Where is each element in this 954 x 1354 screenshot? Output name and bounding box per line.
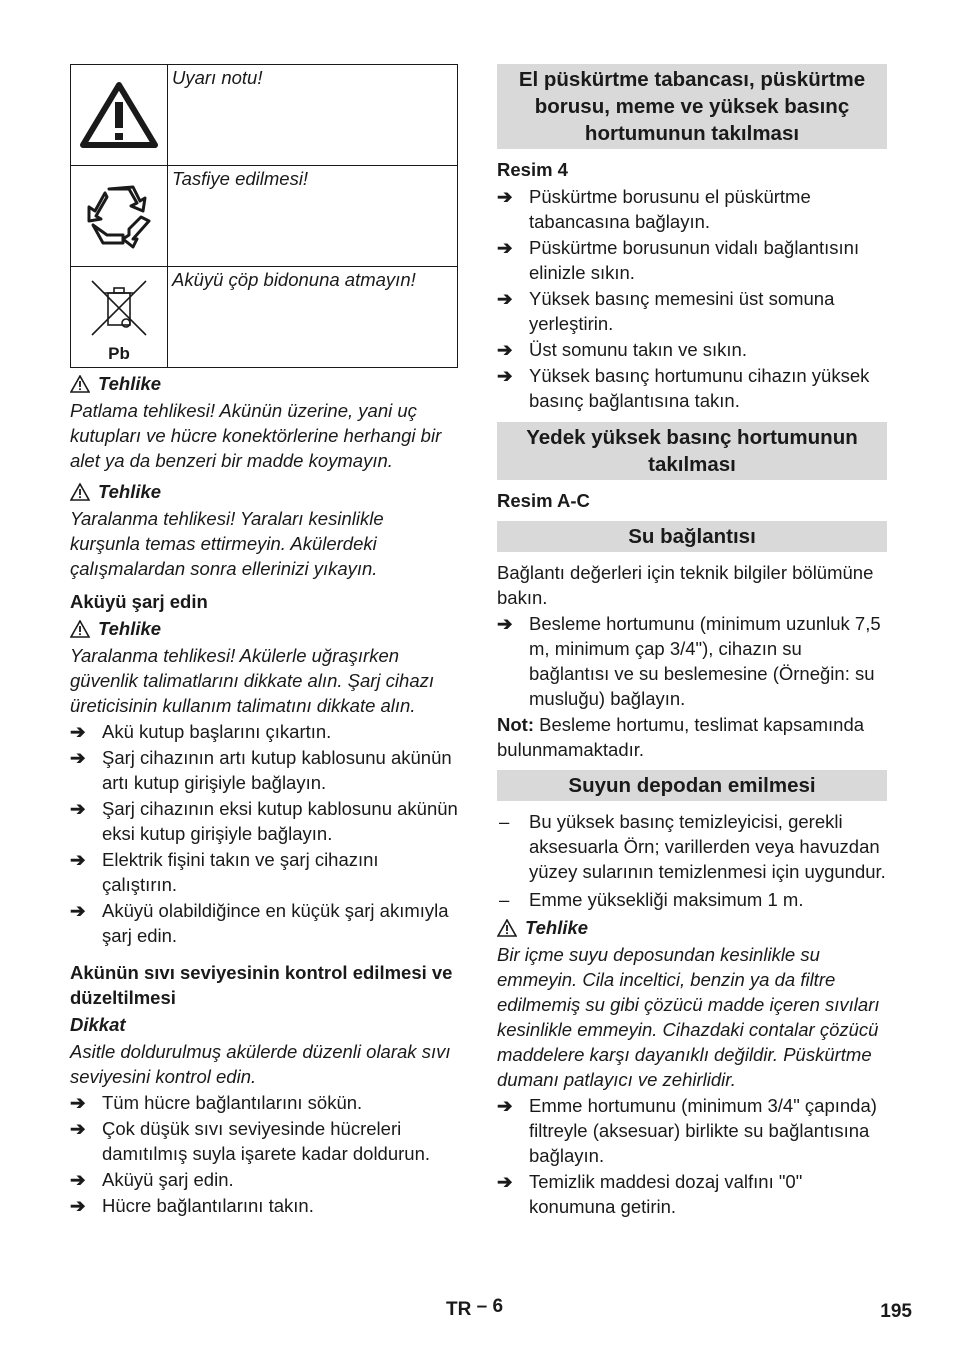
note-text: Besleme hortumu, teslimat kapsamında bulunmamaktadır. [497,714,865,760]
arrow-icon: ➔ [497,1095,513,1116]
symbol-text: Aküyü çöp bidonuna atmayın! [168,267,458,368]
footer-lang: TR [446,1299,472,1320]
level-steps [70,1090,458,1218]
arrow-icon: ➔ [497,186,513,207]
arrow-icon: ➔ [70,1118,86,1139]
danger-text: Yaralanma tehlikesi! Akülerle uğraşırken güvenlik talimatlarını dikkate alın. Şarj cihazı üreticisinin kullanım talimatını dikkate alın. [70,645,435,716]
warning-triangle-icon [71,65,167,165]
section-heading: Yedek yüksek basınç hortumunun takılması [497,422,887,480]
danger-heading: Tehlike [497,915,887,940]
section1-steps [497,184,887,413]
arrow-icon: ➔ [70,721,86,742]
list-item: ➔ Besleme hortumunu (minimum uzunluk 7,5 m, minimum çap 3/4"), cihazın su bağlantısı ve su beslemesine (Örneğin: su musluğu) bağlayın. [497,613,881,709]
arrow-icon: ➔ [497,237,513,258]
list-item: – Emme yüksekliği maksimum 1 m. [499,889,804,910]
symbol-table [70,64,458,368]
pb-label: Pb [108,344,130,363]
list-item: ➔ Aküyü olabildiğince en küçük şarj akımıyla şarj edin. [70,900,449,946]
arrow-icon: ➔ [497,613,513,634]
arrow-icon: ➔ [70,1092,86,1113]
charge-heading: Aküyü şarj edin [70,591,208,612]
danger-text: Yaralanma tehlikesi! Yaraları kesinlikle kurşunla temas ettirmeyin. Akülerdeki çalışmalardan sonra ellerinizi yıkayın. [70,508,384,579]
warning-small-icon [70,620,90,638]
section-intro: Bağlantı değerleri için teknik bilgiler bölümüne bakın. [497,562,874,608]
note [497,712,887,762]
left-column [70,64,458,1219]
danger-heading: Tehlike [70,479,458,504]
list-item: ➔ Püskürtme borusunun vidalı bağlantısını elinizle sıkın. [497,237,860,283]
right-column [497,64,887,1220]
list-item: ➔ Temizlik maddesi dozaj valfını "0" konumuna getirin. [497,1171,803,1217]
warning-small-icon [70,483,90,501]
danger-heading: Tehlike [70,371,458,396]
list-item: ➔ Çok düşük sıvı seviyesinde hücreleri damıtılmış suyla işarete kadar doldurun. [70,1118,431,1164]
list-item: ➔ Emme hortumunu (minimum 3/4" çapında) filtreyle (aksesuar) birlikte su bağlantısına bağlayın. [497,1095,877,1166]
footer-subpage: – 6 [476,1296,504,1317]
list-item: – Bu yüksek basınç temizleyicisi, gerekli aksesuarla Örn; varillerden veya havuzdan yüzey sularının temizlenmesi için uygundur. [499,811,886,882]
arrow-icon: ➔ [70,1169,86,1190]
arrow-icon: ➔ [497,288,513,309]
danger-text: Bir içme suyu deposundan kesinlikle su emmeyin. Cila inceltici, benzin ya da filtre edilmemiş su gibi çözücü madde içeren sıvıları kesinlikle emmeyin. Cihazdaki contalar çözücü maddelere karşı dayanıklı değildir. Püskürtme dumanı patlayıcı ve zehirlidir. [497,944,880,1090]
figure-ref: Resim A-C [497,490,590,511]
figure-ref: Resim 4 [497,159,568,180]
list-item: ➔ Püskürtme borusunu el püskürtme tabancasına bağlayın. [497,186,811,232]
list-item: ➔ Şarj cihazının artı kutup kablosunu akünün artı kutup girişiyle bağlayın. [70,747,452,793]
footer-section [446,1297,503,1322]
section-heading: El püskürtme tabancası, püskürtme borusu, meme ve yüksek basınç hortumunun takılması [497,64,887,149]
recycle-icon [71,166,167,266]
list-item: ➔ Şarj cihazının eksi kutup kablosunu akünün eksi kutup girişiyle bağlayın. [70,798,458,844]
arrow-icon: ➔ [497,365,513,386]
note-label: Not: [497,714,534,735]
arrow-icon: ➔ [497,339,513,360]
crossed-bin-icon [71,267,167,367]
arrow-icon: ➔ [70,900,86,921]
list-item: ➔ Akü kutup başlarını çıkartın. [70,721,332,742]
caution-heading: Dikkat [70,1014,126,1035]
arrow-icon: ➔ [497,1171,513,1192]
danger-heading: Tehlike [70,616,458,641]
arrow-icon: ➔ [70,1195,86,1216]
symbol-text: Tasfiye edilmesi! [168,166,458,267]
list-item: ➔ Elektrik fişini takın ve şarj cihazını çalıştırın. [70,849,379,895]
section-heading: Su bağlantısı [497,521,887,552]
warning-small-icon [70,375,90,393]
level-heading: Akünün sıvı seviyesinin kontrol edilmesi ve düzeltilmesi [70,962,453,1008]
arrow-icon: ➔ [70,747,86,768]
arrow-icon: ➔ [70,798,86,819]
danger-text: Patlama tehlikesi! Akünün üzerine, yani uç kutupları ve hücre konektörlerine herhangi bir alet ya da benzeri bir madde koymayın. [70,400,442,471]
caution-text: Asitle doldurulmuş akülerde düzenli olarak sıvı seviyesini kontrol edin. [70,1041,451,1087]
list-item: ➔ Üst somunu takın ve sıkın. [497,339,747,360]
list-item: ➔ Tüm hücre bağlantılarını sökün. [70,1092,363,1113]
arrow-icon: ➔ [70,849,86,870]
list-item: ➔ Aküyü şarj edin. [70,1169,234,1190]
symbol-row [71,65,458,166]
list-item: ➔ Hücre bağlantılarını takın. [70,1195,314,1216]
page-number: 195 [880,1301,912,1322]
symbol-row [71,267,458,368]
list-item: ➔ Yüksek basınç hortumunu cihazın yüksek basınç bağlantısına takın. [497,365,870,411]
section-heading: Suyun depodan emilmesi [497,770,887,801]
symbol-text: Uyarı notu! [168,65,458,166]
warning-small-icon [497,919,517,937]
symbol-row [71,166,458,267]
charge-steps [70,719,458,948]
list-item: ➔ Yüksek basınç memesini üst somuna yerleştirin. [497,288,835,334]
